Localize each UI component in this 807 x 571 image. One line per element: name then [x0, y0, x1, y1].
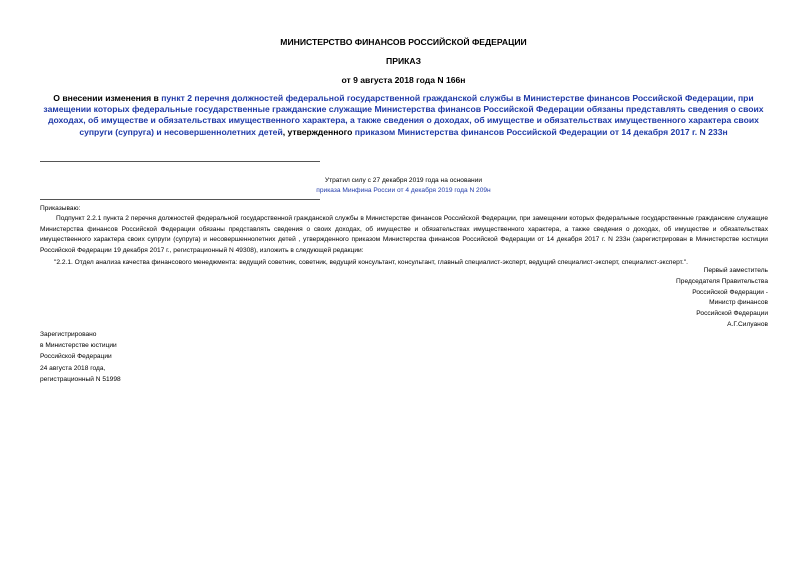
divider-top [40, 161, 320, 162]
registration-line: в Министерстве юстиции [40, 342, 117, 350]
title-link-order[interactable]: приказом Министерства финансов Российской Федерации от 14 декабря 2017 г. N 233н [354, 126, 728, 137]
registration-block [40, 329, 121, 385]
signature-line: Российской Федерации [696, 310, 768, 318]
registration-line: 24 августа 2018 года, [40, 364, 106, 372]
validity-note: Утратил силу с 27 декабря 2019 года на основании [324, 177, 483, 184]
document-type-heading: ПРИКАЗ [386, 56, 421, 66]
registration-line: Зарегистрировано [40, 331, 97, 338]
date-number-heading: от 9 августа 2018 года N 166н [341, 75, 466, 85]
quoted-text: "2.2.1. Отдел анализа качества финансового менеджмента: ведущий советник, советник, ведущий консультант, консультант, главный специалист-эксперт, ведущий специалист-эксперт, специалист-эксперт.". [54, 259, 688, 266]
signature-line: Министр финансов [709, 299, 768, 307]
title-link-list[interactable]: пункт 2 перечня должностей федеральной государственной гражданской службы в Министерстве финансов Российской Федерации, при замещении которых федеральные государственные гражданские служащие Министерства финансов Российской Федерации обязаны представлять сведения о своих доходах, об имуществе и обязательствах имущественного характера, а также сведения о доходах, об имуществе и обязательствах имущественного характера своих супруги (супруга) и несовершеннолетних детей [43, 93, 764, 137]
title-text-middle: , утвержденного [282, 126, 355, 137]
registration-line: Российской Федерации [40, 353, 112, 361]
main-paragraph: Подпункт 2.2.1 пункта 2 перечня должностей федеральной государственной гражданской службы в Министерстве финансов Российской Федерации, при замещении которых федеральные государственные гражданские служащие Министерства финансов Российской Федерации обязаны представлять сведения о своих доходах, об имуществе и обязательствах имущественного характера, а также сведения о доходах, об имуществе и обязательствах имущественного характера своих супруги (супруга) и несовершеннолетних детей , утвержденного приказом Министерства финансов Российской Федерации от 14 декабря 2017 г. N 233н (зарегистрирован в Министерстве юстиции Российской Федерации 19 декабря 2017 г., регистрационный N 49308), изложить в следующей редакции: [40, 215, 768, 254]
registration-line: регистрационный N 51998 [40, 375, 121, 383]
signature-line: Председателя Правительства [676, 277, 768, 285]
document-title [35, 93, 772, 138]
ministry-heading: МИНИСТЕРСТВО ФИНАНСОВ РОССИЙСКОЙ ФЕДЕРАЦИИ [280, 37, 527, 47]
orders-label: Приказываю: [40, 205, 81, 212]
signature-block [568, 266, 768, 331]
validity-link[interactable]: приказа Минфина России от 4 декабря 2019 года N 209н [316, 187, 491, 194]
divider-bottom [40, 199, 320, 200]
signature-line: Российской Федерации - [692, 288, 768, 296]
signature-line: А.Г.Силуанов [727, 320, 768, 328]
title-text-start: О внесении изменения в [53, 93, 162, 103]
signature-line: Первый заместитель [703, 267, 768, 274]
